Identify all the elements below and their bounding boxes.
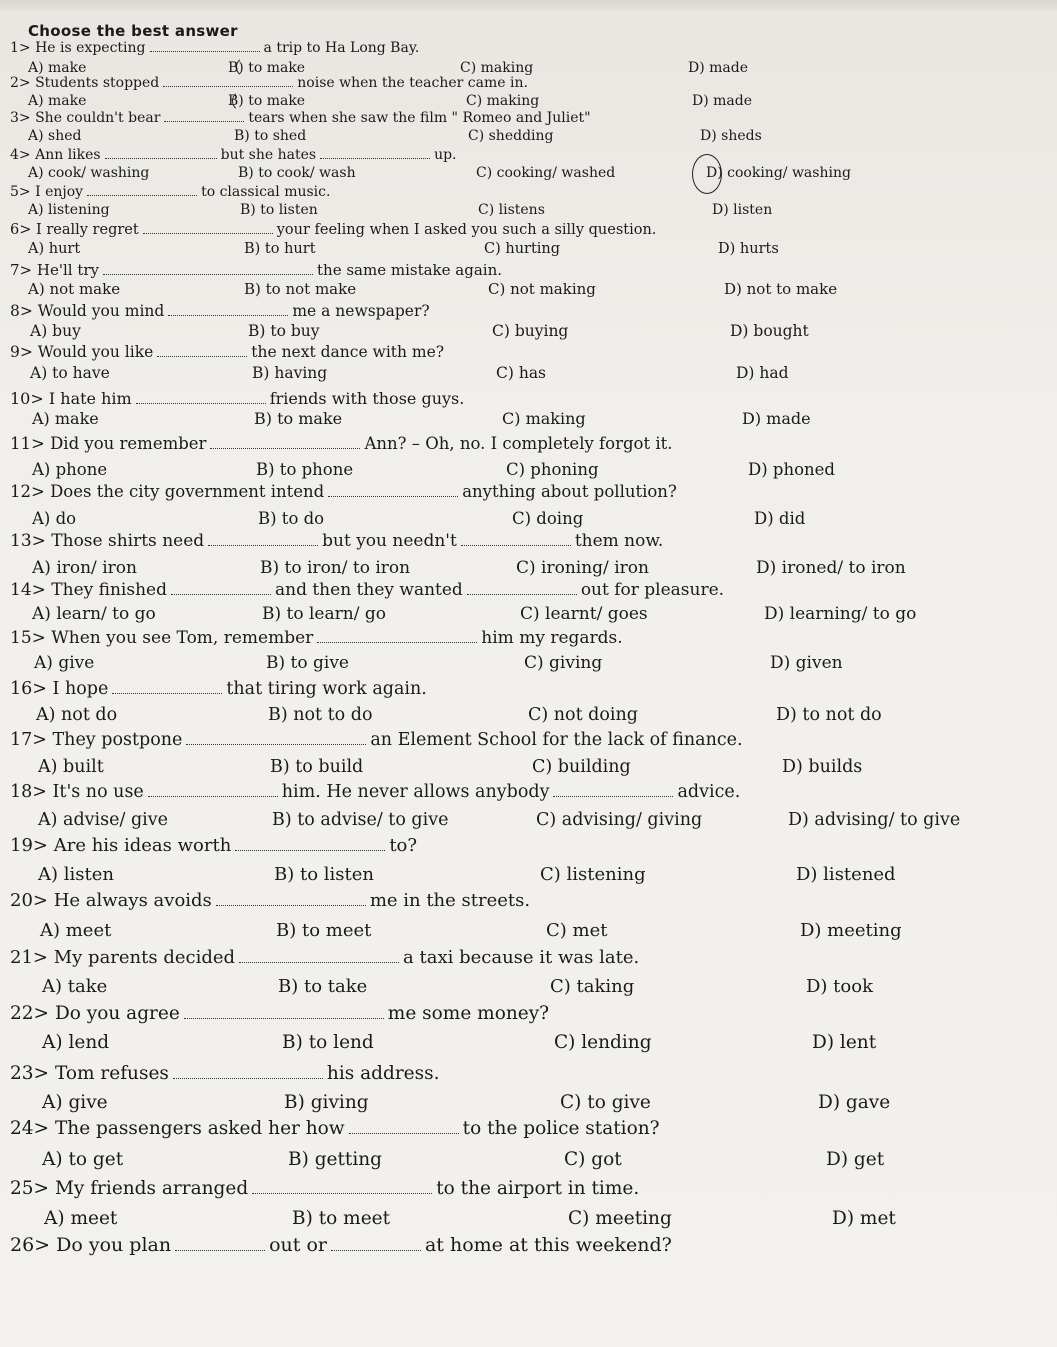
question-ending: him my regards. [481, 628, 623, 648]
option-a[interactable]: A) do [32, 509, 77, 528]
option-c[interactable]: C) learnt/ goes [520, 604, 648, 624]
question-8 [10, 302, 430, 320]
question-2 [10, 75, 528, 91]
question-ending: noise when the teacher came in. [297, 75, 528, 91]
option-b[interactable]: B) to not make [244, 280, 357, 298]
question-ending: them now. [574, 531, 664, 551]
answer-blank[interactable] [87, 194, 197, 196]
question-stem: Did you remember [50, 434, 207, 453]
question-ending: me a newspaper? [292, 302, 430, 320]
option-b[interactable]: B) to learn/ go [262, 604, 386, 624]
option-c[interactable]: C) building [532, 757, 631, 777]
answer-blank[interactable] [252, 1192, 432, 1194]
question-number: 26> [10, 1234, 57, 1256]
question-6 [10, 222, 656, 238]
question-number: 7> [10, 261, 37, 279]
question-ending: to the police station? [462, 1118, 660, 1139]
option-b[interactable]: B) to lend [282, 1032, 374, 1053]
question-number: 2> [10, 75, 36, 91]
question-number: 22> [10, 1003, 55, 1024]
question-1 [10, 40, 419, 56]
option-d[interactable]: D) meeting [800, 920, 902, 941]
option-d[interactable]: D) made [692, 93, 753, 109]
answer-blank[interactable] [173, 1077, 323, 1079]
option-d[interactable]: D) builds [782, 757, 863, 777]
question-ending: a trip to Ha Long Bay. [263, 40, 420, 56]
answer-blank[interactable] [164, 120, 244, 122]
question-13 [10, 531, 663, 551]
option-b[interactable]: B) to make [254, 409, 343, 428]
option-b[interactable]: B) not to do [268, 705, 373, 725]
option-c[interactable]: C) phoning [506, 460, 599, 479]
question-ending: me in the streets. [369, 890, 531, 911]
option-b[interactable]: B) to meet [292, 1208, 391, 1229]
option-c[interactable]: C) listening [540, 864, 646, 885]
pen-mark [232, 90, 256, 112]
pen-mark [236, 56, 260, 78]
option-d[interactable]: D) had [736, 364, 789, 382]
question-stem: He is expecting [35, 40, 146, 56]
question-12 [10, 482, 677, 501]
option-b[interactable]: B) to advise/ to give [272, 810, 449, 830]
option-d[interactable]: D) met [832, 1208, 896, 1229]
question-stem: It's no use [52, 782, 144, 802]
option-b[interactable]: B) to make [228, 60, 306, 76]
option-b[interactable]: B) to make [228, 93, 306, 109]
option-a[interactable]: A) not make [28, 280, 121, 298]
option-c[interactable]: C) shedding [468, 128, 554, 144]
question-stem: Would you like [37, 343, 154, 361]
question-ending: the next dance with me? [251, 343, 445, 361]
option-a[interactable]: A) lend [42, 1032, 110, 1053]
question-stem: I really regret [35, 222, 139, 238]
question-23 [10, 1063, 440, 1084]
question-ending: your feeling when I asked you such a silly question. [276, 222, 657, 238]
question-ending: anything about pollution? [462, 482, 677, 501]
option-b[interactable]: B) to iron/ to iron [260, 558, 411, 578]
question-stem: He always avoids [53, 890, 212, 911]
question-number: 4> [10, 147, 36, 163]
question-26 [10, 1234, 672, 1256]
question-stem: Would you mind [37, 302, 165, 320]
option-d[interactable]: D) sheds [700, 128, 762, 144]
question-number: 21> [10, 947, 54, 968]
option-d[interactable]: D) cooking/ washing [706, 165, 851, 181]
worksheet-heading: Choose the best answer [28, 22, 238, 40]
question-14 [10, 580, 724, 600]
answer-blank[interactable] [148, 795, 278, 797]
option-c[interactable]: C) meeting [568, 1208, 672, 1229]
question-ending: that tiring work again. [226, 679, 427, 699]
option-b[interactable]: B) to shed [234, 128, 307, 144]
question-ending: an Element School for the lack of finance. [370, 730, 743, 750]
question-stem: Do you plan [56, 1234, 172, 1256]
option-a[interactable]: A) meet [40, 920, 112, 941]
answer-blank[interactable] [175, 1249, 265, 1251]
question-stem: My friends arranged [54, 1178, 249, 1199]
question-ending: me some money? [387, 1003, 550, 1024]
option-d[interactable]: D) get [826, 1149, 885, 1170]
option-c[interactable]: C) listens [478, 202, 545, 218]
option-a[interactable]: A) meet [44, 1208, 118, 1229]
answer-blank[interactable] [103, 273, 313, 275]
option-a[interactable]: A) cook/ washing [28, 165, 150, 181]
question-number: 10> [10, 389, 49, 408]
question-number: 18> [10, 782, 53, 802]
question-stem: Does the city government intend [50, 482, 325, 501]
option-c[interactable]: C) has [496, 364, 547, 382]
answer-blank[interactable] [317, 641, 477, 643]
question-number: 9> [10, 343, 38, 361]
option-c[interactable]: C) making [460, 60, 534, 76]
option-c[interactable]: C) met [546, 920, 608, 941]
question-number: 15> [10, 628, 52, 648]
option-b[interactable]: B) giving [284, 1092, 369, 1113]
option-a[interactable]: A) not do [36, 705, 118, 725]
option-a[interactable]: A) give [42, 1092, 108, 1113]
question-number: 19> [10, 835, 54, 856]
answer-blank[interactable] [210, 447, 360, 449]
answer-blank[interactable] [150, 50, 260, 52]
question-5 [10, 184, 330, 200]
option-a[interactable]: A) built [38, 757, 104, 777]
option-b[interactable]: B) to meet [276, 920, 372, 941]
question-11 [10, 434, 673, 453]
answer-blank[interactable] [328, 495, 458, 497]
question-ending: at home at this weekend? [424, 1234, 672, 1256]
question-21 [10, 947, 639, 968]
question-ending: tears when she saw the film " Romeo and Juliet" [248, 110, 591, 126]
option-c[interactable]: C) giving [524, 653, 603, 673]
option-c[interactable]: C) got [564, 1149, 622, 1170]
question-stem: Are his ideas worth [53, 835, 232, 856]
option-d[interactable]: D) listen [712, 202, 773, 218]
question-ending: his address. [326, 1063, 440, 1084]
question-stem: They postpone [52, 730, 183, 750]
question-22 [10, 1003, 549, 1024]
option-a[interactable]: A) buy [30, 322, 81, 340]
question-number: 20> [10, 890, 54, 911]
option-d[interactable]: D) listened [796, 864, 896, 885]
option-a[interactable]: A) to get [42, 1149, 124, 1170]
question-25 [10, 1178, 639, 1199]
option-c[interactable]: C) ironing/ iron [516, 558, 649, 578]
question-ending: advice. [677, 782, 741, 802]
option-b[interactable]: B) to hurt [244, 241, 316, 257]
question-24 [10, 1118, 660, 1139]
question-number: 11> [10, 434, 51, 453]
answer-blank[interactable] [331, 1249, 421, 1251]
option-c[interactable]: C) not doing [528, 705, 638, 725]
question-middle: but she hates [220, 147, 317, 163]
answer-blank[interactable] [136, 402, 266, 404]
option-b[interactable]: B) to build [270, 757, 364, 777]
question-number: 6> [10, 222, 36, 238]
question-ending: to classical music. [201, 184, 331, 200]
option-b[interactable]: B) to take [278, 976, 368, 997]
option-d[interactable]: D) to not do [776, 705, 882, 725]
question-10 [10, 389, 464, 408]
question-stem: The passengers asked her how [54, 1118, 345, 1139]
question-ending: the same mistake again. [317, 261, 502, 279]
question-ending: to? [389, 835, 418, 856]
answer-blank[interactable] [171, 593, 271, 595]
option-a[interactable]: A) phone [32, 460, 108, 479]
option-a[interactable]: A) take [42, 976, 108, 997]
question-number: 25> [10, 1178, 55, 1199]
option-c[interactable]: C) taking [550, 976, 635, 997]
option-b[interactable]: B) to buy [248, 322, 320, 340]
option-b[interactable]: B) to cook/ wash [238, 165, 356, 181]
option-d[interactable]: D) learning/ to go [764, 604, 917, 624]
answer-blank[interactable] [105, 157, 217, 159]
question-ending: out for pleasure. [580, 580, 725, 600]
question-stem: When you see Tom, remember [51, 628, 314, 648]
option-c[interactable]: C) to give [560, 1092, 651, 1113]
question-number: 24> [10, 1118, 55, 1139]
option-d[interactable]: D) took [806, 976, 873, 997]
option-d[interactable]: D) ironed/ to iron [756, 558, 906, 578]
answer-blank[interactable] [553, 795, 673, 797]
option-a[interactable]: A) learn/ to go [32, 604, 156, 624]
option-a[interactable]: A) make [32, 409, 99, 428]
question-number: 1> [10, 40, 36, 56]
question-stem: Those shirts need [51, 531, 205, 551]
question-middle: and then they wanted [274, 580, 463, 600]
option-c[interactable]: C) doing [512, 509, 584, 528]
question-15 [10, 628, 623, 648]
question-number: 3> [10, 110, 36, 126]
question-7 [10, 261, 502, 279]
answer-blank[interactable] [163, 85, 293, 87]
answer-blank[interactable] [112, 692, 222, 694]
question-middle: him. He never allows anybody [281, 782, 550, 802]
option-d[interactable]: D) not to make [724, 280, 838, 298]
question-number: 8> [10, 302, 38, 320]
option-a[interactable]: A) give [34, 653, 95, 673]
question-number: 23> [10, 1063, 55, 1084]
answer-blank[interactable] [186, 743, 366, 745]
question-stem: She couldn't bear [35, 110, 161, 126]
option-b[interactable]: B) to listen [240, 202, 318, 218]
option-c[interactable]: C) cooking/ washed [476, 165, 616, 181]
question-number: 17> [10, 730, 53, 750]
question-stem: Students stopped [35, 75, 160, 91]
answer-blank[interactable] [239, 961, 399, 963]
question-number: 16> [10, 679, 53, 699]
question-4 [10, 147, 457, 163]
question-number: 12> [10, 482, 51, 501]
option-b[interactable]: B) getting [288, 1149, 383, 1170]
option-d[interactable]: D) hurts [718, 241, 779, 257]
option-a[interactable]: A) to have [30, 364, 110, 382]
question-18 [10, 782, 740, 802]
option-a[interactable]: A) iron/ iron [32, 558, 137, 578]
answer-blank[interactable] [184, 1017, 384, 1019]
answer-blank[interactable] [235, 849, 385, 851]
question-middle: but you needn't [322, 531, 457, 551]
question-ending: to the airport in time. [436, 1178, 640, 1199]
option-a[interactable]: A) make [28, 60, 87, 76]
option-d[interactable]: D) made [688, 60, 749, 76]
question-stem: I enjoy [35, 184, 84, 200]
option-b[interactable]: B) to listen [274, 864, 374, 885]
option-c[interactable]: C) not making [488, 280, 596, 298]
answer-blank[interactable] [208, 544, 318, 546]
answer-blank[interactable] [467, 593, 577, 595]
option-a[interactable]: A) shed [28, 128, 82, 144]
question-ending: a taxi because it was late. [403, 947, 640, 968]
option-b[interactable]: B) to give [266, 653, 349, 673]
question-number: 14> [10, 580, 52, 600]
answer-blank[interactable] [143, 232, 273, 234]
option-a[interactable]: A) make [28, 93, 87, 109]
option-a[interactable]: A) listen [38, 864, 114, 885]
option-a[interactable]: A) listening [28, 202, 110, 218]
option-c[interactable]: C) hurting [484, 241, 561, 257]
question-ending: friends with those guys. [269, 389, 465, 408]
question-ending: Ann? – Oh, no. I completely forgot it. [364, 434, 673, 453]
option-d[interactable]: D) gave [818, 1092, 891, 1113]
option-d[interactable]: D) bought [730, 322, 809, 340]
question-3 [10, 110, 591, 126]
answer-blank[interactable] [349, 1132, 459, 1134]
answer-blank[interactable] [157, 355, 247, 357]
answer-blank[interactable] [461, 544, 571, 546]
option-b[interactable]: B) to phone [256, 460, 354, 479]
question-stem: My parents decided [53, 947, 236, 968]
question-stem: I hope [52, 679, 109, 699]
option-d[interactable]: D) given [770, 653, 843, 673]
answer-blank[interactable] [216, 904, 366, 906]
option-c[interactable]: C) advising/ giving [536, 810, 703, 830]
option-d[interactable]: D) phoned [748, 460, 835, 479]
option-d[interactable]: D) lent [812, 1032, 877, 1053]
question-stem: Do you agree [54, 1003, 180, 1024]
option-b[interactable]: B) having [252, 364, 328, 382]
option-a[interactable]: A) advise/ give [38, 810, 168, 830]
question-ending: up. [434, 147, 457, 163]
question-stem: He'll try [36, 261, 100, 279]
option-c[interactable]: C) making [502, 409, 586, 428]
question-stem: They finished [51, 580, 167, 600]
question-19 [10, 835, 417, 856]
option-b[interactable]: B) to do [258, 509, 325, 528]
question-number: 5> [10, 184, 36, 200]
question-stem: I hate him [48, 389, 132, 408]
option-c[interactable]: C) making [466, 93, 540, 109]
option-a[interactable]: A) hurt [28, 241, 81, 257]
option-c[interactable]: C) buying [492, 322, 569, 340]
question-number: 13> [10, 531, 52, 551]
question-stem: Ann likes [35, 147, 101, 163]
question-16 [10, 679, 427, 699]
question-stem: Tom refuses [54, 1063, 169, 1084]
question-9 [10, 343, 444, 361]
option-d[interactable]: D) advising/ to give [788, 810, 961, 830]
question-20 [10, 890, 530, 911]
option-d[interactable]: D) made [742, 409, 811, 428]
answer-circle-mark [692, 154, 722, 194]
option-c[interactable]: C) lending [554, 1032, 652, 1053]
page-top-edge [0, 0, 1057, 14]
question-middle: out or [269, 1234, 327, 1256]
option-d[interactable]: D) did [754, 509, 806, 528]
question-17 [10, 730, 743, 750]
answer-blank[interactable] [168, 314, 288, 316]
answer-blank[interactable] [320, 157, 430, 159]
